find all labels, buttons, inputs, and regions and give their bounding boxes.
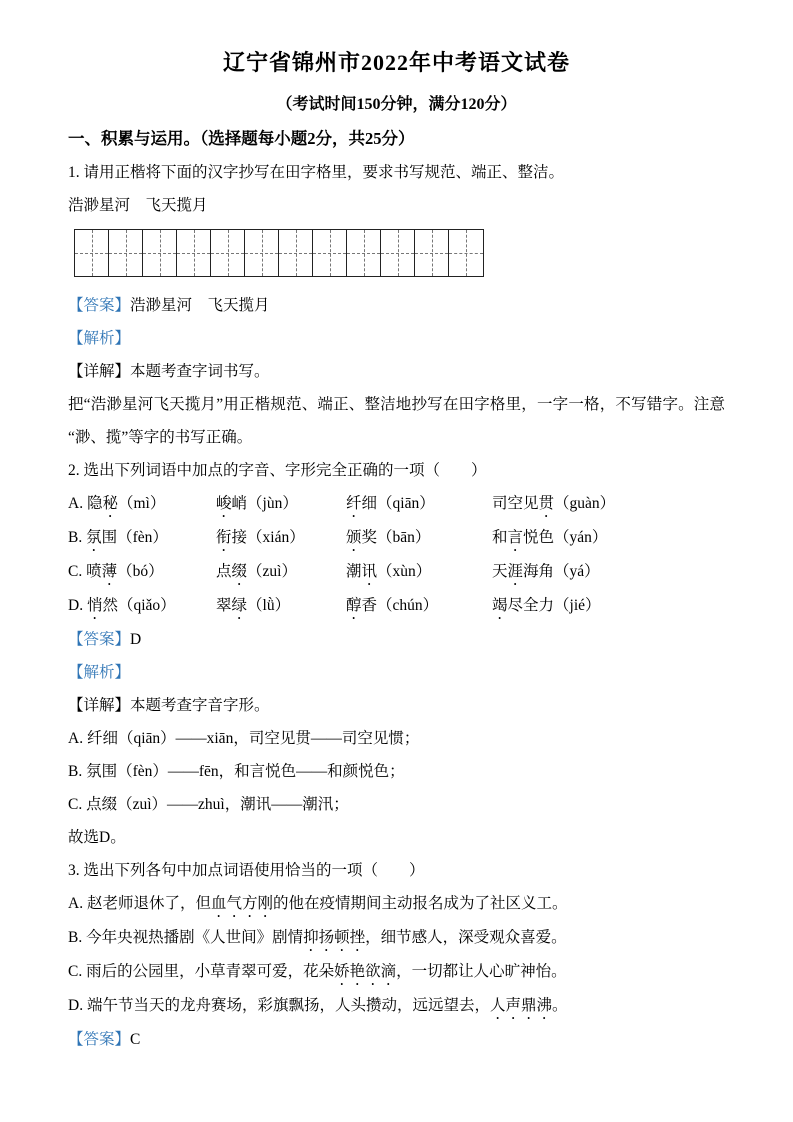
- text-segment: 悦色（yán）: [523, 529, 608, 546]
- text-segment: 海角（yá）: [523, 563, 600, 580]
- emphasized-word: 颁: [346, 529, 362, 546]
- text-segment: （lǜ）: [247, 597, 291, 614]
- emphasized-word: 悄: [86, 597, 103, 614]
- emphasized-word: 氛: [86, 529, 102, 546]
- q1-stem: 1. 请用正楷将下面的汉字抄写在田字格里，要求书写规范、端正、整洁。: [68, 164, 565, 181]
- tianzige-cell: [75, 230, 109, 276]
- tianzige-cell: [449, 230, 483, 276]
- q3-answer-line: [68, 1023, 725, 1056]
- q3-stem: 3. 选出下列各句中加点词语使用恰当的一项（ ）: [68, 862, 425, 879]
- q1-copy-text: 浩渺星河 飞天揽月: [68, 197, 208, 214]
- section-one-heading: 一、积累与运用。（选择题每小题2分，共25分）: [68, 129, 415, 148]
- q2-option-b-word1: [68, 521, 216, 555]
- emphasized-word: 秘: [102, 495, 118, 512]
- q2-detail-intro-line: [68, 689, 725, 722]
- detail-label: 【详解】: [68, 697, 131, 714]
- text-segment: A. 隐: [68, 495, 103, 512]
- answer-label: 【答案】: [68, 631, 131, 648]
- tianzige-cell: [415, 230, 449, 276]
- tianzige-cell: [245, 230, 279, 276]
- tianzige-cell: [211, 230, 245, 276]
- answer-label: 【答案】: [68, 297, 131, 314]
- q2-option-b-word3: [346, 521, 492, 555]
- q2-option-b: [68, 521, 725, 555]
- emphasized-word: 纤: [346, 495, 362, 512]
- text-segment: （bó）: [117, 563, 164, 580]
- q1-detail-intro: 本题考查字词书写。: [130, 363, 270, 380]
- q2-detail-line-b: B. 氛围（fèn）——fēn，和言悦色——和颜悦色；: [68, 763, 405, 780]
- emphasized-word: 醇: [346, 597, 362, 614]
- emphasized-word: 讯: [361, 563, 378, 580]
- q2-detail-conclusion: 故选D。: [68, 829, 126, 846]
- q2-option-c-word1: [68, 555, 216, 589]
- q2-option-c: [68, 555, 725, 589]
- q2-option-b-word4: [492, 521, 725, 555]
- emphasized-word: 涯: [507, 563, 524, 580]
- text-segment: 司空见: [492, 495, 539, 512]
- text-segment: 然（qiǎo）: [102, 597, 176, 614]
- emphasized-word: 衔: [216, 529, 232, 546]
- emphasized-word: 峻: [216, 495, 232, 512]
- q2-option-a-word4: [492, 487, 725, 521]
- emphasized-word: 娇艳欲滴: [334, 963, 397, 980]
- text-segment: 天: [492, 563, 508, 580]
- text-segment: ，一切都让人心旷神怡。: [396, 963, 567, 980]
- tianzige-cell: [177, 230, 211, 276]
- q2-option-a-word3: [346, 487, 492, 521]
- q2-option-d: [68, 589, 725, 623]
- q2-answer-text: D: [130, 631, 142, 648]
- detail-label: 【详解】: [68, 363, 131, 380]
- tianzige-grid: [74, 229, 484, 277]
- text-segment: ，细节感人，深受观众喜爱。: [365, 929, 567, 946]
- emphasized-word: 绿: [231, 597, 248, 614]
- text-segment: 的他在疫情期间主动报名成为了社区义工。: [272, 895, 568, 912]
- text-segment: （mì）: [117, 495, 166, 512]
- q1-detail-intro-line: [68, 355, 725, 388]
- emphasized-word: 血气方刚: [210, 895, 273, 912]
- q1-answer-line: [68, 289, 725, 322]
- q1-detail-body: 把“浩渺星河飞天揽月”用正楷规范、端正、整洁地抄写在田字格里，一字一格，不写错字。注意“渺、揽”等字的书写正确。: [68, 396, 725, 446]
- text-segment: 细（qiān）: [361, 495, 435, 512]
- tianzige-cell: [381, 230, 415, 276]
- q2-option-d-word1: [68, 589, 216, 623]
- tianzige-cell: [143, 230, 177, 276]
- q2-option-d-word4: [492, 589, 725, 623]
- emphasized-word: 人声鼎沸: [489, 997, 552, 1014]
- tianzige-cell: [313, 230, 347, 276]
- text-segment: （guàn）: [554, 495, 616, 512]
- q2-option-b-word2: [216, 521, 346, 555]
- text-segment: 围（fèn）: [101, 529, 168, 546]
- emphasized-word: 缀: [231, 563, 248, 580]
- text-segment: 峭（jùn）: [231, 495, 298, 512]
- text-segment: 接（xián）: [231, 529, 305, 546]
- text-segment: 翠: [216, 597, 232, 614]
- emphasized-word: 抑扬顿挫: [303, 929, 366, 946]
- text-segment: 点: [216, 563, 232, 580]
- q2-answer-line: [68, 623, 725, 656]
- q2-option-a-word1: [68, 487, 216, 521]
- text-segment: C. 喷: [68, 563, 102, 580]
- tianzige-cell: [347, 230, 381, 276]
- text-segment: A. 赵老师退休了，但: [68, 895, 211, 912]
- emphasized-word: 薄: [101, 563, 118, 580]
- q3-option-c: [68, 955, 725, 989]
- q2-detail-line-a: A. 纤细（qiān）——xiān，司空见贯——司空见惯；: [68, 730, 420, 747]
- q2-detail-line-c: C. 点缀（zuì）——zhuì，潮讯——潮汛；: [68, 796, 349, 813]
- q2-option-a: [68, 487, 725, 521]
- q2-option-a-word2: [216, 487, 346, 521]
- text-segment: D. 端午节当天的龙舟赛场，彩旗飘扬，人头攒动，远远望去，: [68, 997, 490, 1014]
- emphasized-word: 贯: [538, 495, 555, 512]
- analysis-label: 【解析】: [68, 330, 131, 347]
- text-segment: B. 今年央视热播剧《人世间》剧情: [68, 929, 304, 946]
- q2-option-c-word2: [216, 555, 346, 589]
- q2-stem: 2. 选出下列词语中加点的字音、字形完全正确的一项（ ）: [68, 462, 487, 479]
- answer-label: 【答案】: [68, 1031, 131, 1048]
- text-segment: 潮: [346, 563, 362, 580]
- paper-title: 辽宁省锦州市2022年中考语文试卷: [222, 50, 570, 75]
- text-segment: （zuì）: [247, 563, 297, 580]
- q3-option-a: [68, 887, 725, 921]
- text-segment: 奖（bān）: [361, 529, 431, 546]
- q2-detail-intro: 本题考查字音字形。: [130, 697, 270, 714]
- q3-answer-text: C: [130, 1031, 141, 1048]
- paper-subtitle: （考试时间150分钟，满分120分）: [276, 96, 517, 113]
- text-segment: B.: [68, 529, 87, 546]
- q2-option-c-word3: [346, 555, 492, 589]
- emphasized-word: 言: [507, 529, 524, 546]
- analysis-label: 【解析】: [68, 664, 131, 681]
- q1-answer-text: 浩渺星河 飞天揽月: [130, 297, 270, 314]
- text-segment: （xùn）: [377, 563, 432, 580]
- tianzige-cell: [109, 230, 143, 276]
- q3-option-d: [68, 989, 725, 1023]
- q2-option-d-word3: [346, 589, 492, 623]
- q2-option-c-word4: [492, 555, 725, 589]
- text-segment: C. 雨后的公园里，小草青翠可爱，花朵: [68, 963, 335, 980]
- tianzige-cell: [279, 230, 313, 276]
- emphasized-word: 竭: [492, 597, 508, 614]
- text-segment: 和: [492, 529, 508, 546]
- q2-option-d-word2: [216, 589, 346, 623]
- text-segment: 。: [551, 997, 568, 1014]
- q1-analysis-line: [68, 322, 725, 355]
- q3-option-b: [68, 921, 725, 955]
- text-segment: D.: [68, 597, 87, 614]
- text-segment: 尽全力（jié）: [507, 597, 601, 614]
- q2-analysis-line: [68, 656, 725, 689]
- text-segment: 香（chún）: [361, 597, 439, 614]
